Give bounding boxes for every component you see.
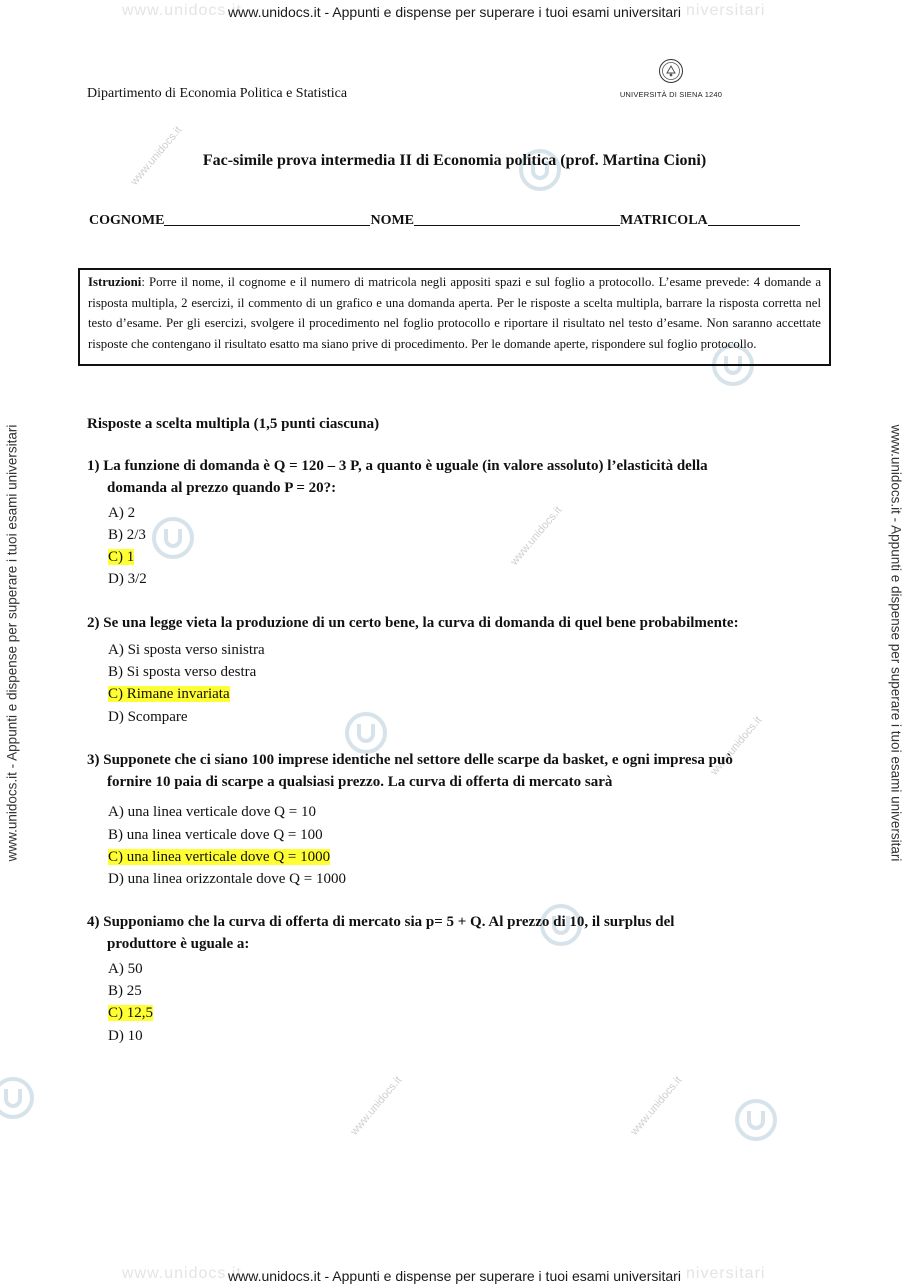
option-c-correct bbox=[108, 1003, 153, 1023]
watermark-banner-bottom: www.unidocs.it - Appunti e dispense per superare i tuoi esami universitari bbox=[228, 1268, 681, 1284]
faint-watermark-top-right: niversitari bbox=[686, 2, 766, 19]
name-label: NOME bbox=[370, 213, 415, 228]
option-a bbox=[108, 959, 143, 979]
diagonal-watermark: www.unidocs.it bbox=[708, 714, 765, 778]
option-label: A) 2 bbox=[108, 505, 136, 521]
faint-watermark-bottom: www.unidocs.it bbox=[122, 1265, 242, 1282]
watermark-banner-top: www.unidocs.it - Appunti e dispense per superare i tuoi esami universitari bbox=[228, 4, 681, 20]
question-text-cont: produttore è uguale a: bbox=[107, 936, 250, 952]
university-label: UNIVERSITÀ DI SIENA bbox=[619, 90, 703, 99]
option-label: B) 2/3 bbox=[108, 527, 146, 543]
instructions-box bbox=[78, 268, 831, 366]
faint-watermark-bottom-right: niversitari bbox=[686, 1265, 766, 1282]
option-d bbox=[108, 707, 188, 727]
option-b bbox=[108, 525, 146, 545]
option-label: A) Si sposta verso sinistra bbox=[108, 642, 265, 658]
unidocs-logo-icon bbox=[0, 1075, 36, 1121]
option-label: A) una linea verticale dove Q = 10 bbox=[108, 804, 316, 820]
section-title: Risposte a scelta multipla (1,5 punti ciascuna) bbox=[87, 416, 380, 432]
watermark-side-right: www.unidocs.it - Appunti e dispense per superare i tuoi esami universitari bbox=[888, 424, 904, 862]
option-b bbox=[108, 662, 256, 682]
question-4 bbox=[87, 911, 827, 955]
surname-label: COGNOME bbox=[89, 213, 165, 228]
instructions-text: : Porre il nome, il cognome e il numero di matricola negli appositi spazi e sul foglio a protocollo. L’esame prevede: 4 domande a risposta multipla, 2 esercizi, il commento di un grafico e una domanda aperta. Per le risposte a scelta multipla, barrare la risposta corretta nel testo d’esame. Per gli esercizi, svolgere il procedimento nel foglio protocollo e riportare il risultato nel testo d’esame. Non saranno accettate risposte che contengano il risultato esatto ma siano prive di procedimento. Per le domande aperte, rispondere sul foglio protocollo. bbox=[88, 275, 821, 351]
question-text-cont: domanda al prezzo quando P = 20?: bbox=[107, 480, 337, 496]
watermark-side-left: www.unidocs.it - Appunti e dispense per superare i tuoi esami universitari bbox=[4, 424, 20, 862]
option-label-highlighted: C) una linea verticale dove Q = 1000 bbox=[108, 849, 331, 865]
question-text: 4) Supponiamo che la curva di offerta di mercato sia p= 5 + Q. Al prezzo di 10, il surplus del bbox=[87, 914, 675, 930]
option-label-highlighted: C) 12,5 bbox=[108, 1005, 153, 1021]
option-d bbox=[108, 1026, 143, 1046]
option-label: A) 50 bbox=[108, 961, 143, 977]
option-label: D) una linea orizzontale dove Q = 1000 bbox=[108, 871, 346, 887]
option-label: D) 3/2 bbox=[108, 571, 147, 587]
name-line bbox=[414, 211, 620, 226]
question-text: 1) La funzione di domanda è Q = 120 – 3 P, a quanto è uguale (in valore assoluto) l’elasticità della bbox=[87, 458, 708, 474]
option-b bbox=[108, 981, 142, 1001]
department-name: Dipartimento di Economia Politica e Statistica bbox=[87, 86, 348, 101]
option-label: B) una linea verticale dove Q = 100 bbox=[108, 827, 323, 843]
question-text: 3) Supponete che ci siano 100 imprese identiche nel settore delle scarpe da basket, e ogni impresa può bbox=[87, 752, 733, 768]
faint-watermark-top: www.unidocs.it bbox=[122, 2, 242, 19]
question-1 bbox=[87, 455, 827, 499]
id-label: MATRICOLA bbox=[620, 213, 708, 228]
diagonal-watermark: www.unidocs.it bbox=[508, 504, 565, 568]
option-label: B) 25 bbox=[108, 983, 142, 999]
option-c-correct bbox=[108, 547, 134, 567]
question-2 bbox=[87, 612, 827, 634]
option-a bbox=[108, 503, 135, 523]
option-d bbox=[108, 569, 147, 589]
question-text: 2) Se una legge vieta la produzione di un certo bene, la curva di domanda di quel bene probabilmente: bbox=[87, 615, 739, 631]
option-a bbox=[108, 802, 316, 822]
surname-line bbox=[164, 211, 370, 226]
unidocs-logo-icon bbox=[150, 515, 196, 561]
student-fields bbox=[89, 211, 820, 229]
option-d bbox=[108, 869, 346, 889]
page-title: Fac-simile prova intermedia II di Economia politica (prof. Martina Cioni) bbox=[202, 152, 707, 169]
question-text-cont: fornire 10 paia di scarpe a qualsiasi prezzo. La curva di offerta di mercato sarà bbox=[107, 774, 613, 790]
unidocs-logo-icon bbox=[733, 1097, 779, 1143]
diagonal-watermark: www.unidocs.it bbox=[628, 1074, 685, 1138]
option-label: B) Si sposta verso destra bbox=[108, 664, 257, 680]
question-3 bbox=[87, 749, 827, 793]
option-b bbox=[108, 825, 323, 845]
option-c-correct bbox=[108, 684, 230, 704]
option-label-highlighted: C) 1 bbox=[108, 549, 135, 565]
university-year: 1240 bbox=[704, 90, 723, 99]
option-label: D) 10 bbox=[108, 1028, 143, 1044]
option-a bbox=[108, 640, 265, 660]
option-label: D) Scompare bbox=[108, 709, 188, 725]
instructions-label: Istruzioni bbox=[88, 275, 142, 289]
option-c-correct bbox=[108, 847, 330, 867]
university-name bbox=[616, 90, 726, 99]
diagonal-watermark: www.unidocs.it bbox=[348, 1074, 405, 1138]
seal-icon bbox=[658, 58, 684, 84]
university-logo bbox=[616, 58, 726, 99]
option-label-highlighted: C) Rimane invariata bbox=[108, 686, 230, 702]
diagonal-watermark: www.unidocs.it bbox=[128, 124, 185, 188]
id-line bbox=[708, 211, 800, 226]
